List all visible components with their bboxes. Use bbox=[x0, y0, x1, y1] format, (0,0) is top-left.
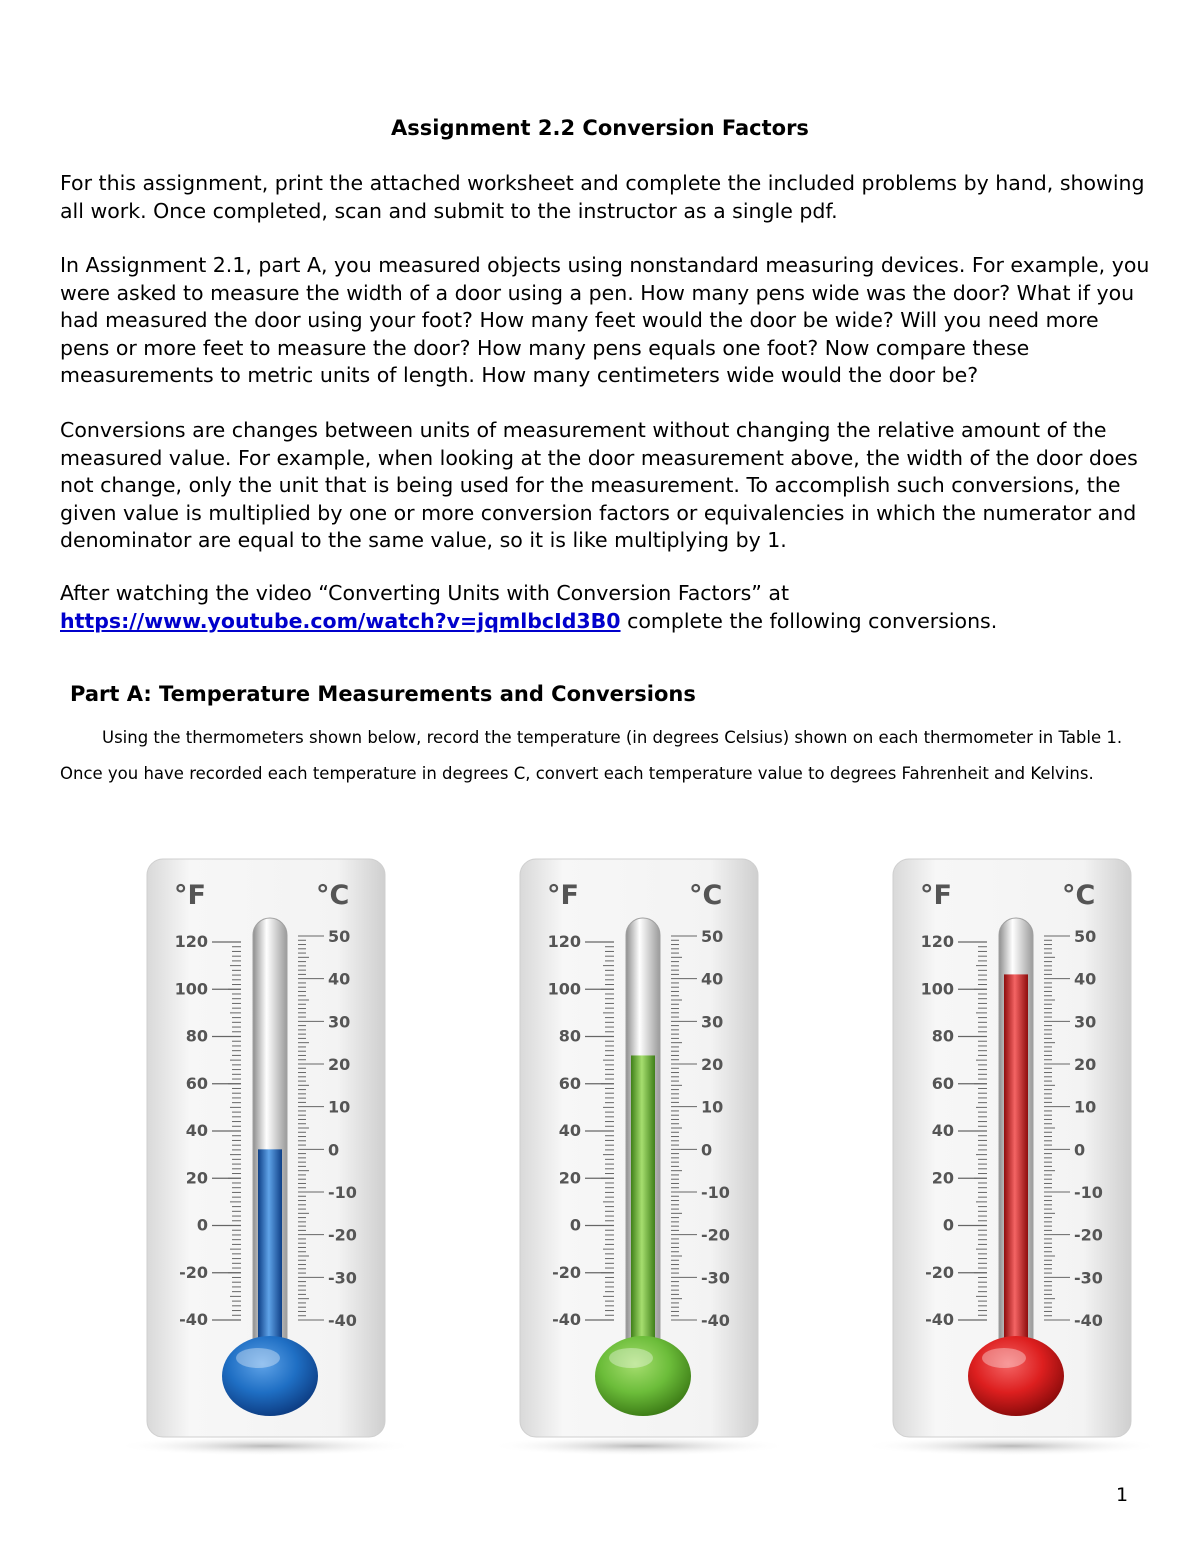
video-paragraph bbox=[60, 580, 1150, 635]
celsius-tick-label: -30 bbox=[1074, 1268, 1103, 1288]
celsius-tick-label: 20 bbox=[1074, 1055, 1097, 1074]
celsius-tick-label: -40 bbox=[1074, 1311, 1103, 1330]
fahrenheit-tick-label: 80 bbox=[558, 1026, 581, 1046]
thermometer-bulb bbox=[222, 1336, 318, 1416]
fahrenheit-tick-label: 40 bbox=[931, 1121, 954, 1140]
part-a-instructions: Using the thermometers shown below, record the temperature (in degrees Celsius) shown on each thermometer in Table 1. Once you have recorded each temperature in degrees C, convert each temperature value to degrees Fahrenheit and Kelvins. bbox=[60, 728, 1123, 783]
fahrenheit-tick-label: 120 bbox=[920, 932, 954, 951]
thermometer-bulb bbox=[595, 1336, 691, 1416]
intro-paragraph: For this assignment, print the attached worksheet and complete the included problems by hand, showing all work. Once completed, scan and submit to the instructor as a single pdf. bbox=[60, 171, 1145, 223]
video-outro-text: complete the following conversions. bbox=[620, 608, 998, 633]
fahrenheit-tick-label: 60 bbox=[558, 1073, 581, 1093]
celsius-tick-label: -20 bbox=[328, 1225, 357, 1245]
celsius-tick-label: -10 bbox=[328, 1183, 357, 1202]
fahrenheit-tick-label: 0 bbox=[196, 1215, 208, 1235]
card-shadow bbox=[489, 1436, 789, 1456]
celsius-tick-label: -10 bbox=[1074, 1183, 1103, 1202]
fahrenheit-tick-label: 40 bbox=[558, 1121, 581, 1140]
fahrenheit-tick-label: 60 bbox=[931, 1073, 954, 1093]
celsius-tick-label: 0 bbox=[701, 1140, 713, 1160]
fahrenheit-tick-label: 40 bbox=[185, 1121, 208, 1140]
video-link[interactable]: https://www.youtube.com/watch?v=jqmlbcId3B0 bbox=[60, 608, 621, 633]
fahrenheit-tick-label: 100 bbox=[174, 979, 208, 999]
celsius-tick-label: 40 bbox=[328, 969, 351, 989]
fahrenheit-tick-label: 0 bbox=[569, 1215, 581, 1235]
thermometer-3 bbox=[892, 858, 1132, 1438]
fahrenheit-tick-label: -20 bbox=[925, 1262, 954, 1282]
celsius-unit-label: °C bbox=[1062, 880, 1096, 911]
celsius-tick-label: -30 bbox=[701, 1268, 730, 1288]
fahrenheit-tick-label: -40 bbox=[552, 1310, 581, 1329]
fahrenheit-tick-label: 120 bbox=[547, 932, 581, 951]
celsius-tick-label: 30 bbox=[1074, 1012, 1097, 1032]
video-intro-text: After watching the video “Converting Units with Conversion Factors” at bbox=[60, 581, 789, 605]
part-a-heading: Part A: Temperature Measurements and Conversions bbox=[70, 682, 696, 706]
fahrenheit-tick-label: 20 bbox=[931, 1168, 954, 1188]
card-shadow bbox=[116, 1436, 416, 1456]
bulb-highlight bbox=[982, 1348, 1026, 1368]
celsius-unit-label: °C bbox=[316, 880, 350, 911]
nonstandard-measurement-paragraph: In Assignment 2.1, part A, you measured objects using nonstandard measuring devices. For example, you were asked to measure the width of a door using a pen. How many pens wide was the door? What if you had measured the door using your foot? How many feet would the door be wide? Will you need more pens or more feet to measure the door? How many pens equals one foot? Now compare these measurements to metric units of length. How many centimeters wide would the door be? bbox=[60, 253, 1150, 387]
fahrenheit-tick-label: 0 bbox=[942, 1215, 954, 1235]
fahrenheit-tick-label: -20 bbox=[179, 1262, 208, 1282]
assignment-title: Assignment 2.2 Conversion Factors bbox=[391, 116, 809, 140]
fahrenheit-tick-label: 100 bbox=[547, 979, 581, 999]
fahrenheit-tick-label: -40 bbox=[179, 1310, 208, 1329]
celsius-tick-label: 40 bbox=[701, 969, 724, 989]
celsius-tick-label: -30 bbox=[328, 1268, 357, 1288]
fahrenheit-tick-label: 100 bbox=[920, 979, 954, 999]
fahrenheit-tick-label: 60 bbox=[185, 1073, 208, 1093]
celsius-unit-label: °C bbox=[689, 880, 723, 911]
celsius-tick-label: 50 bbox=[328, 927, 351, 946]
celsius-tick-label: -40 bbox=[328, 1311, 357, 1330]
celsius-tick-label: 20 bbox=[328, 1055, 351, 1074]
fahrenheit-tick-label: -20 bbox=[552, 1262, 581, 1282]
celsius-tick-label: 30 bbox=[701, 1012, 724, 1032]
celsius-tick-label: 0 bbox=[1074, 1140, 1086, 1160]
fahrenheit-tick-label: 80 bbox=[185, 1026, 208, 1046]
bulb-highlight bbox=[609, 1348, 653, 1368]
fahrenheit-tick-label: 20 bbox=[185, 1168, 208, 1188]
page-number: 1 bbox=[1116, 1484, 1129, 1506]
celsius-tick-label: 10 bbox=[328, 1097, 351, 1117]
fahrenheit-unit-label: °F bbox=[547, 880, 579, 911]
fahrenheit-unit-label: °F bbox=[174, 880, 206, 911]
thermometer-2 bbox=[519, 858, 759, 1438]
celsius-tick-label: -10 bbox=[701, 1183, 730, 1202]
liquid-column bbox=[1004, 974, 1028, 1358]
celsius-tick-label: -20 bbox=[701, 1225, 730, 1245]
thermometer-1 bbox=[146, 858, 386, 1438]
fahrenheit-tick-label: 120 bbox=[174, 932, 208, 951]
conversions-paragraph: Conversions are changes between units of measurement without changing the relative amount of the measured value. For example, when looking at the door measurement above, the width of the door does not change, only the unit that is being used for the measurement. To accomplish such conversions, the given value is multiplied by one or more conversion factors or equivalencies in which the numerator and denominator are equal to the same value, so it is like multiplying by 1. bbox=[60, 418, 1138, 552]
liquid-column bbox=[631, 1055, 655, 1358]
thermometer-bulb bbox=[968, 1336, 1064, 1416]
celsius-tick-label: 20 bbox=[701, 1055, 724, 1074]
celsius-tick-label: -20 bbox=[1074, 1225, 1103, 1245]
celsius-tick-label: 30 bbox=[328, 1012, 351, 1032]
bulb-highlight bbox=[236, 1348, 280, 1368]
celsius-tick-label: 50 bbox=[701, 927, 724, 946]
fahrenheit-unit-label: °F bbox=[920, 880, 952, 911]
fahrenheit-tick-label: 80 bbox=[931, 1026, 954, 1046]
celsius-tick-label: 10 bbox=[1074, 1097, 1097, 1117]
card-shadow bbox=[862, 1436, 1162, 1456]
celsius-tick-label: 0 bbox=[328, 1140, 340, 1160]
liquid-column bbox=[258, 1149, 282, 1358]
celsius-tick-label: 10 bbox=[701, 1097, 724, 1117]
fahrenheit-tick-label: -40 bbox=[925, 1310, 954, 1329]
celsius-tick-label: -40 bbox=[701, 1311, 730, 1330]
celsius-tick-label: 40 bbox=[1074, 969, 1097, 989]
celsius-tick-label: 50 bbox=[1074, 927, 1097, 946]
fahrenheit-tick-label: 20 bbox=[558, 1168, 581, 1188]
